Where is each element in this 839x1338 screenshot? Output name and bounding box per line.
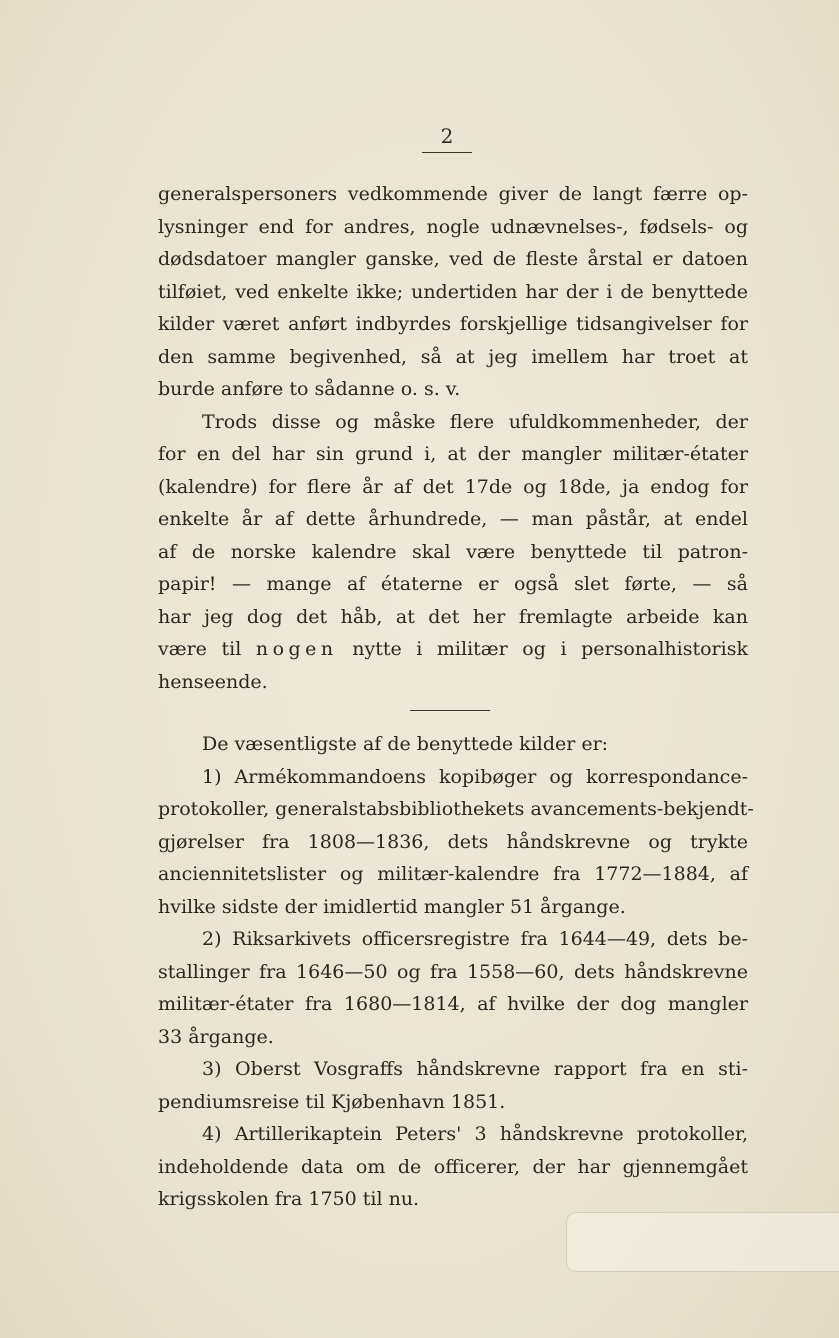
text-line: 4) Artillerikaptein Peters' 3 håndskrevne protokoller, [202,1123,748,1145]
text-line: anciennitetslister og militær-kalendre fra 1772—1884, af [158,863,748,885]
text-line: 1) Armékommandoens kopibøger og korrespondance- [202,765,748,788]
text-line: kilder været anført indbyrdes forskjellige tidsangivelser for [158,313,748,335]
text-line: krigsskolen fra 1750 til nu. [158,1188,420,1210]
text-line: har jeg dog det håb, at det her fremlagte arbeide kan [158,605,748,628]
body-text [158,178,754,1216]
text-line: 33 årgange. [158,1025,274,1048]
sources-section [158,728,754,1216]
text-line: burde anføre to sådanne o. s. v. [158,378,461,400]
text-line: gjørelser fra 1808—1836, dets håndskrevne og trykte [158,830,748,853]
text-line: dødsdatoer mangler ganske, ved de fleste årstal er datoen [158,248,748,270]
text-line: generalspersoners vedkommende giver de langt færre op- [158,183,748,205]
text-line: Trods disse og måske flere ufuldkommenheder, der [202,410,748,433]
text-line: militær-étater fra 1680—1814, af hvilke der dog mangler [158,993,748,1015]
text-line: for en del har sin grund i, at der mangler militær-étater [158,443,748,465]
text-line: (kalendre) for flere år af det 17de og 18de, ja endog for [158,475,748,498]
text-line: henseende. [158,670,268,693]
text-segment: nytte i militær og i personalhistorisk [352,638,748,660]
source-item-4 [158,1118,748,1216]
text-line: lysninger end for andres, nogle udnævnelses-, fødsels- og [158,215,748,238]
source-item-2 [158,923,748,1053]
paragraph-2 [158,406,748,699]
text-line: 2) Riksarkivets officersregistre fra 1644—49, dets be- [202,928,748,950]
text-segment: være til [158,638,242,660]
sources-intro: De væsentligste af de benyttede kilder er: [202,733,609,755]
text-line: af de norske kalendre skal være benyttede til patron- [158,540,748,563]
text-line: pendiumsreise til Kjøbenhavn 1851. [158,1090,506,1113]
page-number-rule [422,152,472,153]
text-line [158,633,748,666]
text-line: protokoller, generalstabsbibliothekets avancements-bekjendt- [158,798,754,820]
page-number: 2 [440,124,454,148]
text-line: papir! — mange af étaterne er også slet førte, — så [158,573,748,595]
source-item-3 [158,1053,748,1118]
library-stamp-mark [566,1212,839,1272]
paragraph-1 [158,178,748,406]
text-line: den samme begivenhed, så at jeg imellem har troet at [158,345,748,368]
text-line: hvilke sidste der imidlertid mangler 51 årgange. [158,895,626,918]
text-line: enkelte år af dette århundrede, — man påstår, at endel [158,508,748,530]
text-line: 3) Oberst Vosgraffs håndskrevne rapport fra en sti- [202,1058,748,1080]
emphasized-word: nogen [255,638,338,660]
source-item-1 [158,761,754,924]
text-line: indeholdende data om de officerer, der har gjennemgået [158,1155,748,1178]
text-line: stallinger fra 1646—50 og fra 1558—60, dets håndskrevne [158,960,748,983]
text-line: tilføiet, ved enkelte ikke; undertiden har der i de benyttede [158,280,748,303]
section-divider [158,698,748,728]
